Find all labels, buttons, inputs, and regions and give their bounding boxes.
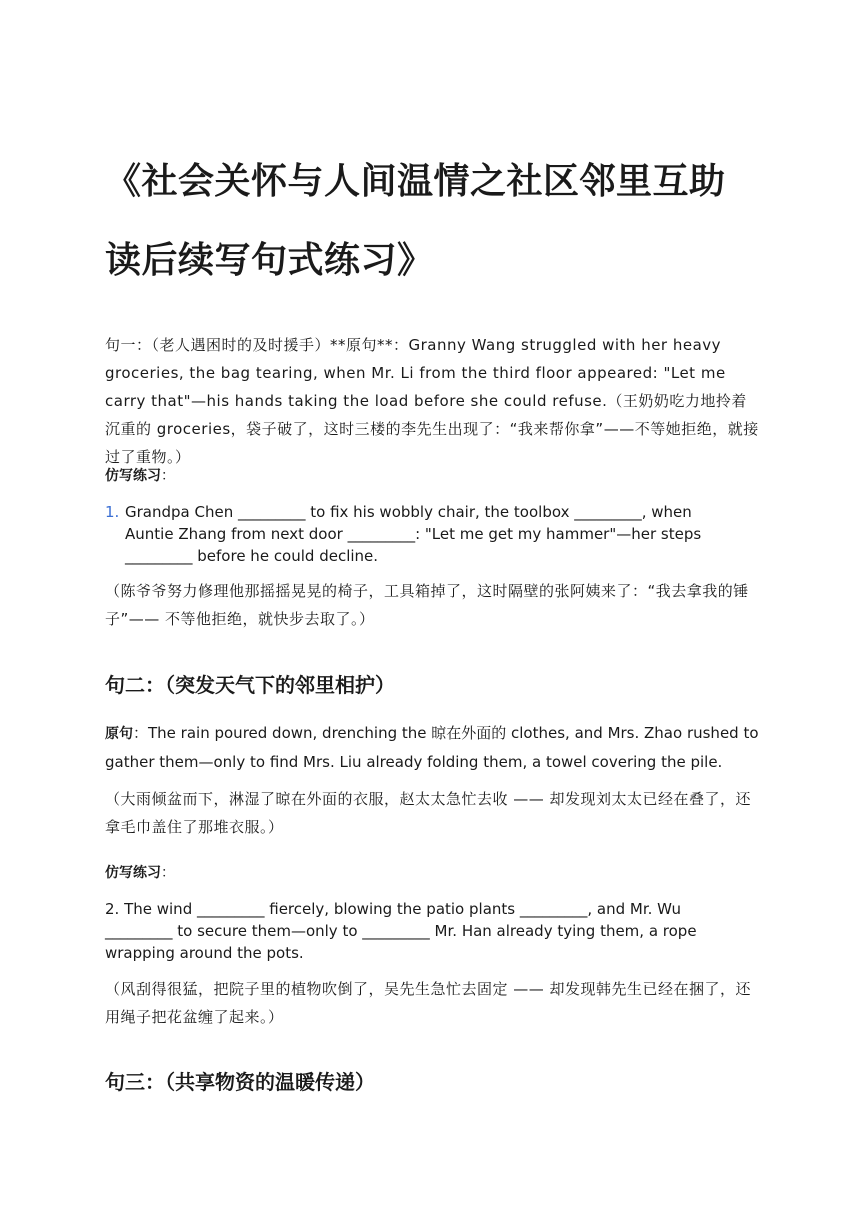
practice-label: 仿写练习 — [105, 865, 161, 881]
sentence-1-original: 句一：（老人遇困时的及时援手）**原句**：Granny Wang struggled with her heavy groceries, the bag tearing, when Mr. Li from the third floor appeared: "Let me carry that"—his hands taking the load before she could refuse.（王奶奶吃力地拎着沉重的 groceries，袋子破了，这时三楼的李先生出现了：“我来帮你拿”——不等她拒绝，就接过了重物。） — [105, 336, 759, 466]
title-line-1: 《社会关怀与人间温情之社区邻里互助 — [105, 161, 726, 202]
original-colon: ： — [133, 724, 149, 742]
sentence-1-translation: （陈爷爷努力修理他那摇摇晃晃的椅子，工具箱掉了，这时隔壁的张阿姨来了：“我去拿我的锤子”—— 不等他拒绝，就快步去取了。） — [105, 582, 749, 628]
list-number: 1. — [105, 503, 120, 521]
practice-item-2 — [105, 898, 745, 964]
sentence-2-item-translation: （风刮得很猛，把院子里的植物吹倒了，吴先生急忙去固定 —— 却发现韩先生已经在捆了，还用绳子把花盆缠了起来。） — [105, 980, 752, 1026]
sentence-2-practice-label — [105, 858, 760, 887]
sentence-2-heading: 句二：（突发天气下的邻里相护） — [105, 673, 395, 697]
practice-label: 仿写练习 — [105, 468, 161, 484]
sentence-2-translation: （大雨倾盆而下，淋湿了晾在外面的衣服，赵太太急忙去收 —— 却发现刘太太已经在叠了，还拿毛巾盖住了那堆衣服。） — [105, 790, 752, 836]
practice-item-text: Grandpa Chen _________ to fix his wobbly chair, the toolbox _________, when Auntie Zhang from next door _________: "Let me get my hammer"—her steps _________ before he could decline. — [125, 503, 702, 565]
sentence-2-original — [105, 719, 760, 776]
practice-colon: ： — [161, 468, 175, 484]
title-line-2: 读后续写句式练习》 — [105, 240, 434, 281]
sentence-1-practice-label — [105, 461, 760, 490]
practice-item-text: 2. The wind _________ fiercely, blowing the patio plants _________, and Mr. Wu _________ to secure them—only to _________ Mr. Han already tying them, a rope wrapping around the pots. — [105, 900, 697, 962]
document-title — [105, 142, 765, 300]
original-text: The rain poured down, drenching the 晾在外面的 clothes, and Mrs. Zhao rushed to gather them—only to find Mrs. Liu already folding them, a towel covering the pile. — [105, 724, 759, 771]
sentence-3-heading: 句三：（共享物资的温暖传递） — [105, 1070, 375, 1094]
practice-colon: ： — [161, 865, 175, 881]
original-label: 原句 — [105, 726, 133, 742]
practice-item-1 — [105, 501, 745, 567]
